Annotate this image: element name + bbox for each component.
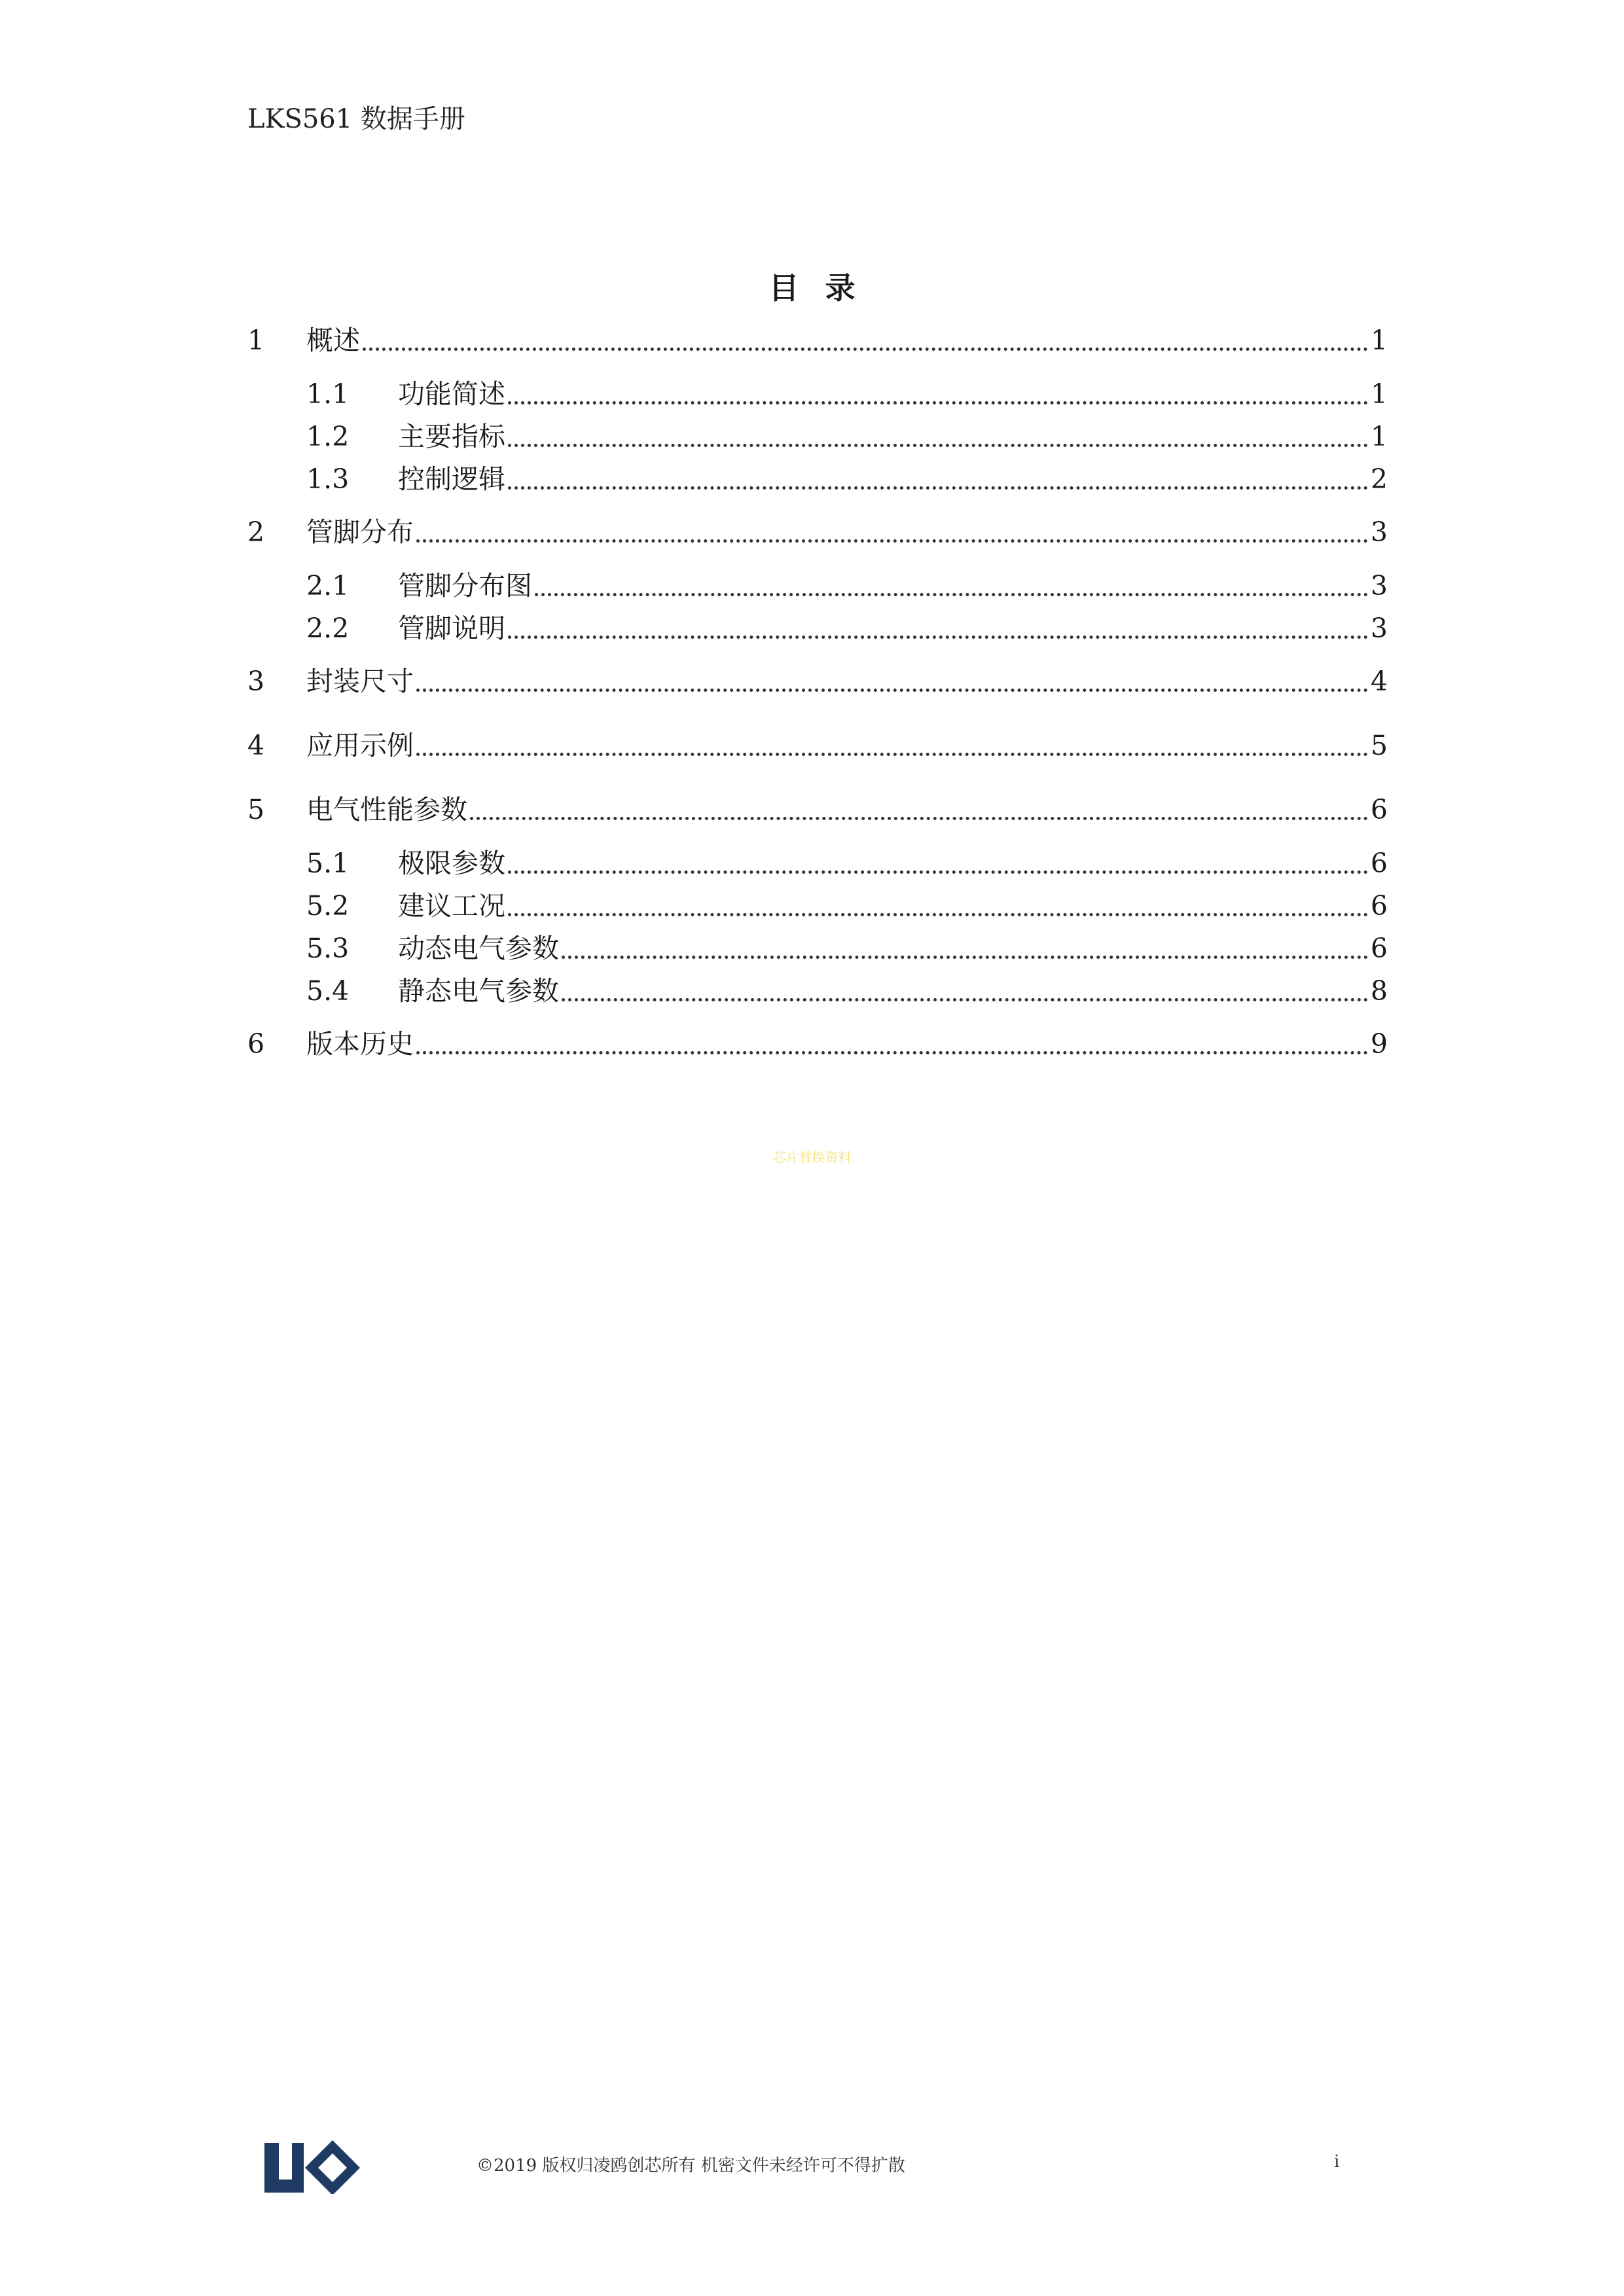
toc-entry-page: 1 xyxy=(1370,421,1388,452)
toc-entry-2-1[interactable] xyxy=(247,566,1388,605)
toc-leader xyxy=(508,401,1368,404)
toc-entry-number: 5.2 xyxy=(306,890,350,922)
toc-entry-5-4[interactable] xyxy=(247,971,1388,1011)
toc-entry-1-3[interactable] xyxy=(247,459,1388,499)
toc-entry-1-1[interactable] xyxy=(247,374,1388,414)
toc-entry-page: 5 xyxy=(1370,730,1388,761)
toc-entry-number: 2.1 xyxy=(306,570,350,601)
toc-entry-1-2[interactable] xyxy=(247,417,1388,456)
toc-entry-page: 1 xyxy=(1370,325,1388,356)
toc-entry-page: 3 xyxy=(1370,516,1388,548)
toc-entry-number: 4 xyxy=(247,730,265,761)
toc-leader xyxy=(562,998,1368,1001)
toc-entry-title: 管脚说明 xyxy=(398,613,505,644)
toc-entry-number: 5.4 xyxy=(306,975,350,1007)
toc-leader xyxy=(508,636,1368,639)
toc-entry-4[interactable] xyxy=(247,726,1388,765)
footer-page-number: i xyxy=(1334,2152,1340,2172)
toc-entry-number: 3 xyxy=(247,666,265,697)
toc-entry-page: 4 xyxy=(1370,666,1388,697)
toc-entry-page: 6 xyxy=(1370,890,1388,922)
toc-entry-title: 管脚分布 xyxy=(306,516,414,548)
toc-entry-page: 8 xyxy=(1370,975,1388,1007)
toc-entry-page: 3 xyxy=(1370,570,1388,601)
toc-entry-number: 2 xyxy=(247,516,265,548)
toc-leader xyxy=(508,913,1368,916)
toc-entry-number: 1.3 xyxy=(306,463,350,495)
toc-entry-title: 主要指标 xyxy=(398,421,505,452)
toc-entry-page: 1 xyxy=(1370,378,1388,410)
toc-entry-number: 5 xyxy=(247,794,265,825)
toc-leader xyxy=(470,817,1368,820)
toc-entry-title: 动态电气参数 xyxy=(398,933,559,964)
toc-entry-title: 电气性能参数 xyxy=(306,794,467,825)
toc-entry-3[interactable] xyxy=(247,662,1388,701)
toc-entry-page: 2 xyxy=(1370,463,1388,495)
toc-entry-title: 建议工况 xyxy=(398,890,505,922)
toc-entry-5-2[interactable] xyxy=(247,886,1388,925)
document-header: LKS561 数据手册 xyxy=(247,104,465,134)
toc-leader xyxy=(363,348,1368,351)
toc-entry-title: 功能简述 xyxy=(398,378,505,410)
toc-leader xyxy=(416,753,1368,756)
toc-leader xyxy=(508,870,1368,874)
toc-entry-title: 封装尺寸 xyxy=(306,666,414,697)
toc-entry-number: 2.2 xyxy=(306,613,350,644)
toc-entry-5-1[interactable] xyxy=(247,844,1388,883)
toc-entry-title: 概述 xyxy=(306,325,360,356)
toc-entry-number: 1 xyxy=(247,325,265,356)
toc-leader xyxy=(416,539,1368,543)
toc-entry-6[interactable] xyxy=(247,1024,1388,1064)
toc-leader xyxy=(535,593,1368,596)
toc-entry-title: 管脚分布图 xyxy=(398,570,532,601)
toc-entry-title: 极限参数 xyxy=(398,848,505,879)
toc-entry-number: 1.2 xyxy=(306,421,350,452)
toc-entry-title: 控制逻辑 xyxy=(398,463,505,495)
toc-entry-number: 5.3 xyxy=(306,933,350,964)
toc-entry-page: 6 xyxy=(1370,794,1388,825)
toc-entry-2[interactable] xyxy=(247,512,1388,552)
toc-entry-number: 1.1 xyxy=(306,378,350,410)
logo-bar-k xyxy=(292,2143,304,2193)
toc-entry-page: 6 xyxy=(1370,933,1388,964)
footer-copyright: ©2019 版权归凌鸥创芯所有 机密文件未经许可不得扩散 xyxy=(477,2156,905,2176)
toc-leader xyxy=(416,1051,1368,1054)
toc-entry-5-3[interactable] xyxy=(247,929,1388,968)
toc-leader xyxy=(416,689,1368,692)
toc-entry-title: 版本历史 xyxy=(306,1028,414,1060)
toc-entry-page: 9 xyxy=(1370,1028,1388,1060)
watermark-text: 芯片替换资料 xyxy=(772,1149,852,1165)
toc-entry-page: 3 xyxy=(1370,613,1388,644)
toc-leader xyxy=(508,444,1368,447)
toc-leader xyxy=(562,956,1368,959)
toc-title: 目录 xyxy=(768,270,882,306)
toc-entry-1[interactable] xyxy=(247,321,1388,360)
toc-entry-title: 应用示例 xyxy=(306,730,414,761)
lks-logo-icon xyxy=(264,2140,363,2194)
toc-entry-number: 6 xyxy=(247,1028,265,1060)
toc-entry-5[interactable] xyxy=(247,790,1388,829)
toc-entry-2-2[interactable] xyxy=(247,609,1388,648)
toc-entry-title: 静态电气参数 xyxy=(398,975,559,1007)
toc-entry-number: 5.1 xyxy=(306,848,350,879)
toc-leader xyxy=(508,486,1368,490)
toc-entry-page: 6 xyxy=(1370,848,1388,879)
